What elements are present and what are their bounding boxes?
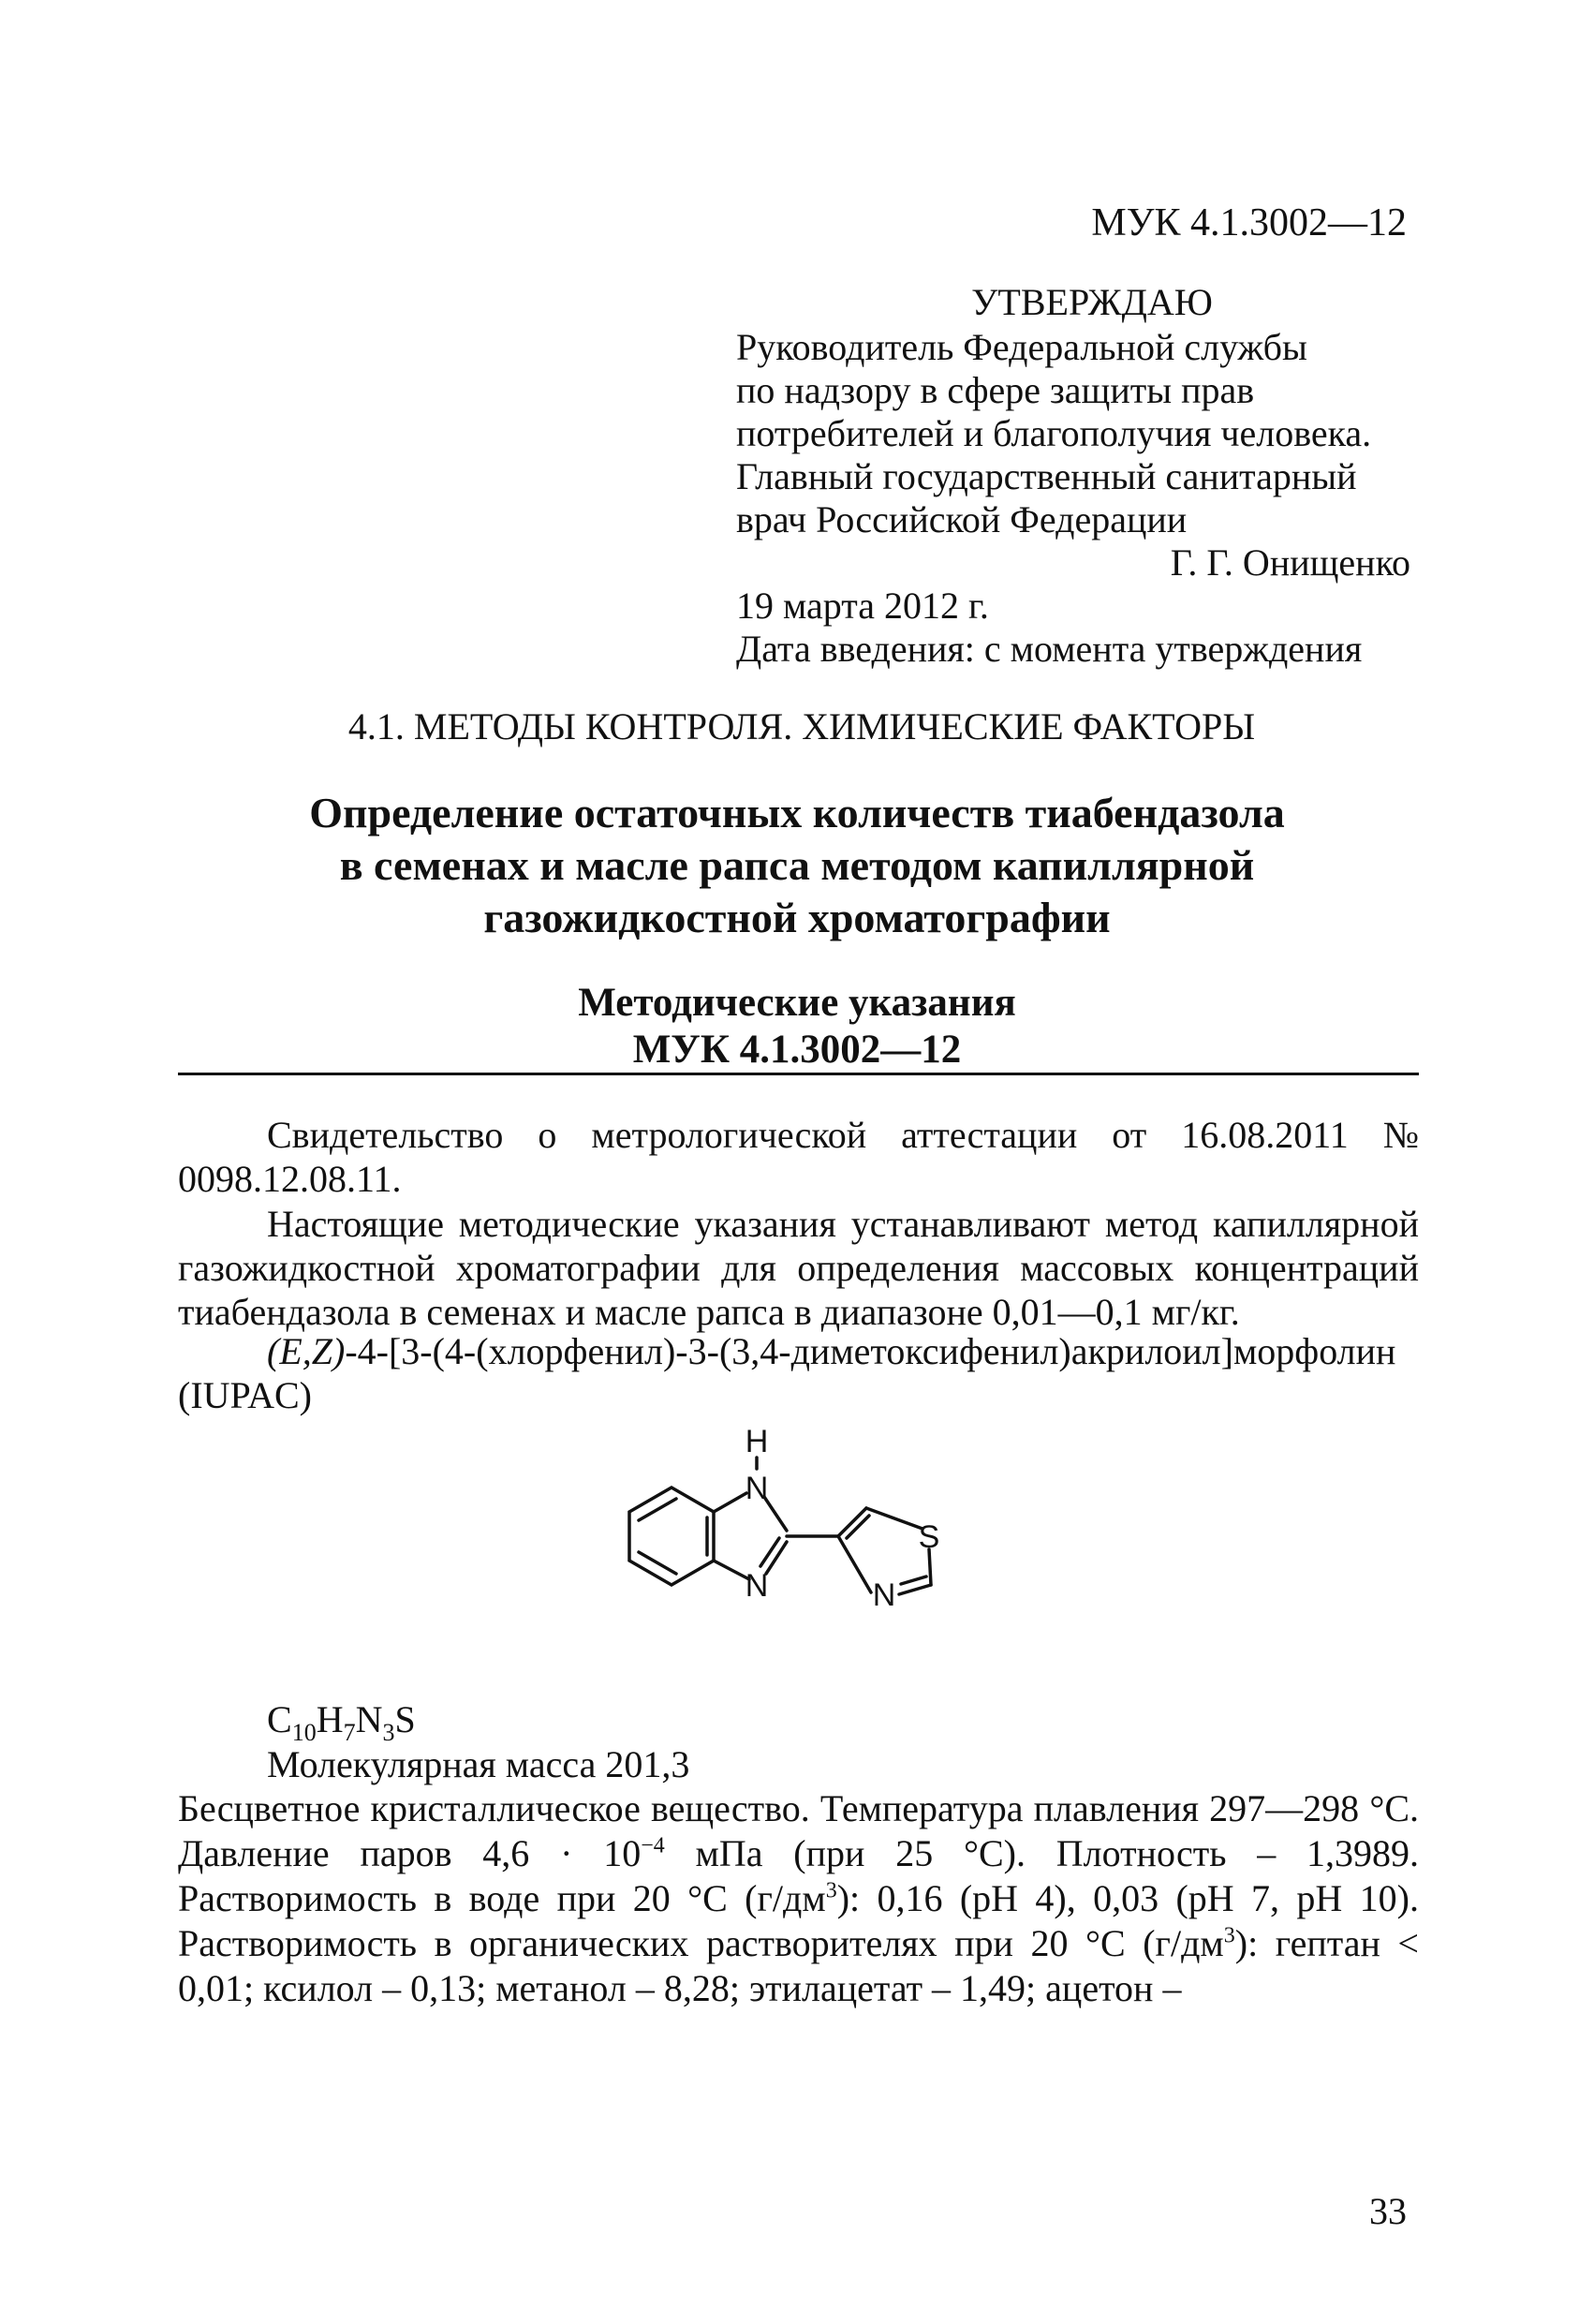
scope-paragraph: Настоящие методические указания устанавливают метод капиллярной газожидкостной хроматографии для определения массовых концентраций тиабендазола в семенах и масле рапса в диапазоне 0,01—0,1 мг/кг. (178, 1203, 1419, 1333)
properties-text: Бесцветное кристаллическое вещество. Температура плавления 297—298 °C. Давление паров 4,6 · 10 (178, 1787, 1419, 1874)
formula-count: 10 (291, 1719, 317, 1746)
approval-line: врач Российской Федерации (736, 498, 1188, 540)
properties-paragraph (178, 1786, 1419, 2011)
formula-count: 7 (343, 1719, 356, 1746)
subtitle-code: МУК 4.1.3002—12 (632, 1028, 962, 1072)
title-line: Определение остаточных количеств тиабендазола (309, 789, 1285, 836)
unit-superscript: 3 (825, 1878, 837, 1903)
exponent: −4 (641, 1833, 665, 1858)
approval-heading: УТВЕРЖДАЮ (971, 281, 1213, 323)
atom-label-n: N (745, 1471, 769, 1506)
iupac-stereo-prefix: (E,Z) (267, 1330, 346, 1372)
formula-element: S (394, 1698, 416, 1740)
unit-superscript: 3 (1223, 1923, 1235, 1948)
atom-label-n: N (872, 1577, 896, 1613)
approval-line: Руководитель Федеральной службы (736, 326, 1307, 368)
molecular-formula (267, 1697, 416, 1746)
signatory-name: Г. Г. Онищенко (1170, 541, 1410, 584)
section-title: 4.1. МЕТОДЫ КОНТРОЛЯ. ХИМИЧЕСКИЕ ФАКТОРЫ (347, 705, 1256, 748)
certificate-paragraph: Свидетельство о метрологической аттестации от 16.08.2011 № 0098.12.08.11. (178, 1114, 1419, 1200)
title-line: газожидкостной хроматографии (483, 894, 1111, 941)
formula-element: C (267, 1698, 292, 1740)
formula-element: H (316, 1698, 344, 1740)
molar-mass: Молекулярная масса 201,3 (267, 1743, 690, 1785)
iupac-name-paragraph (178, 1329, 1419, 1417)
page-number: 33 (1369, 2190, 1407, 2232)
title-line: в семенах и масле рапса методом капиллярной (339, 841, 1255, 889)
atom-label-n: N (745, 1568, 769, 1604)
atom-label-h: H (745, 1424, 769, 1459)
horizontal-rule (178, 1073, 1419, 1075)
approval-line: по надзору в сфере защиты прав (736, 369, 1255, 411)
formula-element: N (355, 1698, 383, 1740)
approval-block (736, 281, 1410, 671)
formula-count: 3 (382, 1719, 395, 1746)
approval-line: Главный государственный санитарный (736, 455, 1357, 497)
effective-date: Дата введения: с момента утверждения (736, 628, 1363, 670)
document-title (0, 787, 1594, 944)
approval-line: потребителей и благополучия человека. (736, 412, 1372, 454)
document-code: МУК 4.1.3002—12 (1091, 201, 1407, 244)
properties-text: ): 0,16 (pH 4), 0,03 (pH 7, pH 10). Растворимость в органических растворителях при 20 °C (г/дм (178, 1877, 1419, 1964)
subtitle-kind: Методические указания (578, 981, 1016, 1025)
document-subtitle (0, 980, 1594, 1073)
properties-text: ): гептан < 0,01; ксилол – 0,13; метанол – 8,28; этилацетат – 1,49; ацетон – (178, 1922, 1419, 2009)
atom-label-s: S (918, 1519, 940, 1555)
approval-date: 19 марта 2012 г. (736, 585, 989, 627)
structural-formula (599, 1424, 993, 1667)
properties-text: мПа (при 25 °C). Плотность – 1,3989. Растворимость в воде при 20 °C (г/дм (178, 1832, 1420, 1919)
iupac-name: -4-[3-(4-(хлорфенил)-3-(3,4-диметоксифенил)акрилоил]морфолин (IUPAC) (178, 1330, 1396, 1416)
